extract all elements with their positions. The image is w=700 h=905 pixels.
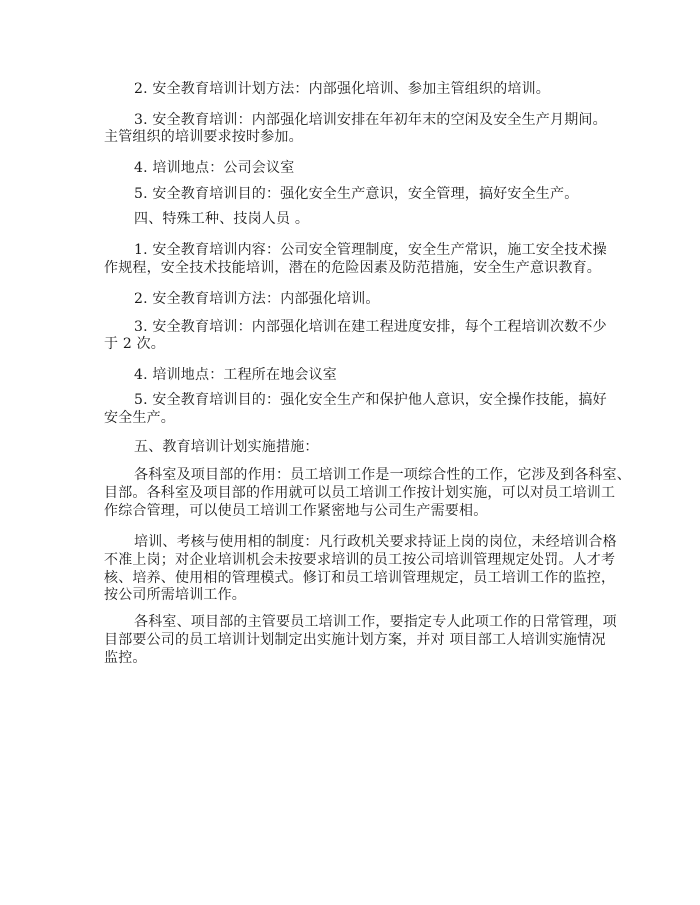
paragraph-13-line-3: 核、培养、使用相的管理模式。修订和员工培训管理规定，员工培训工作的监控，: [104, 570, 616, 586]
paragraph-13-line-4: 按公司所需培训工作。: [104, 587, 246, 603]
paragraph-2-line-2: 主管组织的培训要求按时参加。: [104, 129, 303, 145]
section-heading-4: 四、特殊工种、技岗人员 。: [134, 211, 310, 227]
paragraph-3-line-1: 4. 培训地点：公司会议室: [134, 160, 295, 176]
paragraph-8-line-2: 于 2 次。: [104, 336, 166, 352]
paragraph-10-line-2: 安全生产。: [104, 410, 175, 426]
paragraph-2-line-1: 3. 安全教育培训：内部强化培训安排在年初年末的空闲及安全生产月期间。: [134, 112, 607, 128]
paragraph-4-line-1: 5. 安全教育培训目的：强化安全生产意识，安全管理，搞好安全生产。: [134, 186, 579, 202]
paragraph-6-line-1: 1. 安全教育培训内容：公司安全管理制度，安全生产常识，施工安全技术操: [134, 242, 607, 258]
paragraph-1-line-1: 2. 安全教育培训计划方法：内部强化培训、参加主管组织的培训。: [134, 81, 551, 97]
paragraph-14-line-2: 目部要公司的员工培训计划制定出实施计划方案，并对 项目部工人培训实施情况: [104, 632, 606, 648]
paragraph-14-line-1: 各科室、项目部的主管要员工培训工作，要指定专人此项工作的日常管理，项: [134, 614, 617, 630]
paragraph-12-line-2: 目部。各科室及项目部的作用就可以员工培训工作按计划实施，可以对员工培训工: [104, 485, 616, 501]
paragraph-12-line-1: 各科室及项目部的作用：员工培训工作是一项综合性的工作，它涉及到各科室、: [134, 467, 631, 483]
paragraph-6-line-2: 作规程，安全技术技能培训，潜在的危险因素及防范措施，安全生产意识教育。: [104, 260, 601, 276]
paragraph-12-line-3: 作综合管理，可以使员工培训工作紧密地与公司生产需要相。: [104, 503, 488, 519]
paragraph-10-line-1: 5. 安全教育培训目的：强化安全生产和保护他人意识，安全操作技能，搞好: [134, 392, 607, 408]
paragraph-14-line-3: 监控。: [104, 650, 147, 666]
paragraph-9-line-1: 4. 培训地点：工程所在地会议室: [134, 367, 338, 383]
section-heading-5: 五、教育培训计划实施措施：: [134, 439, 319, 455]
paragraph-13-line-1: 培训、考核与使用相的制度：凡行政机关要求持证上岗的岗位，未经培训合格: [134, 534, 617, 550]
paragraph-13-line-2: 不准上岗；对企业培训机会未按要求培训的员工按公司培训管理规定处罚。人才考: [104, 552, 616, 568]
paragraph-7-line-1: 2. 安全教育培训方法：内部强化培训。: [134, 291, 380, 307]
paragraph-8-line-1: 3. 安全教育培训：内部强化培训在建工程进度安排，每个工程培训次数不少: [134, 319, 607, 335]
